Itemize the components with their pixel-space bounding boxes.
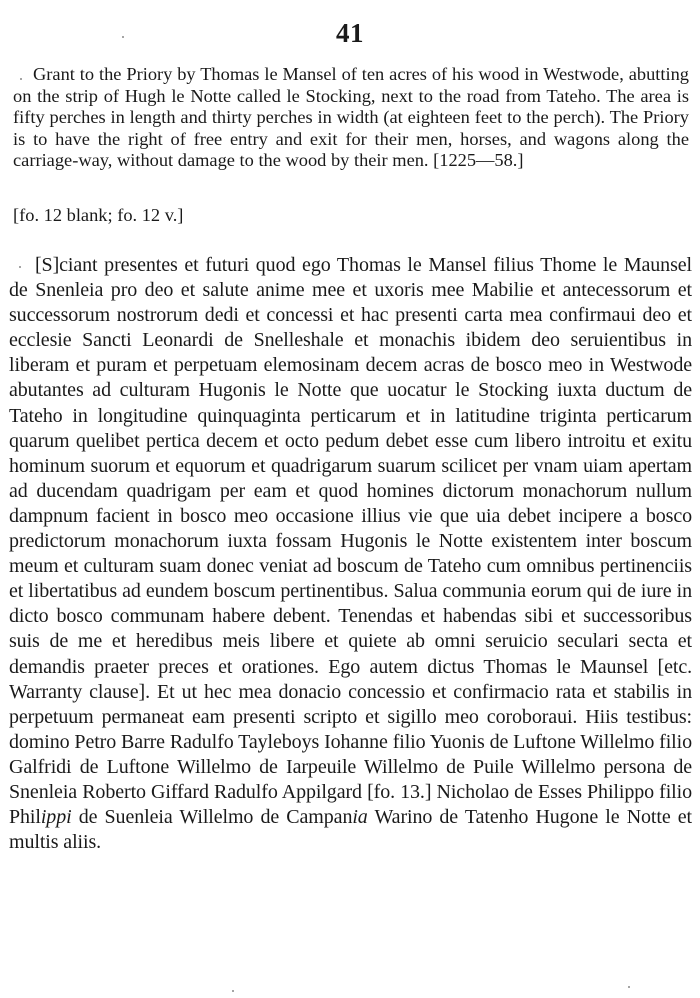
scan-speck [628, 986, 630, 988]
latin-charter-text [9, 253, 692, 855]
english-summary: Grant to the Priory by Thomas le Mansel of ten acres of his wood in Westwode, abutting on the strip of Hugh le Notte called le Stocking, next to the road from Tateho. The area is fifty perches in length and thirty perches in width (at eighteen feet to the perch). The Priory is to have the right of free entry and exit for their men, horses, and wagons along the carriage-way, without damage to the wood by their men. [1225—58.] [13, 64, 689, 170]
charter-text-part-1: [S]ciant presentes et futuri quod ego Thomas le Mansel filius Thome le Maunsel de Snenleia pro deo et salute anime mee et uxoris mee Mabilie et antecessorum et successorum nostrorum dedi et concessi et hac presenti carta mea confirmaui deo et ecclesie Sancti Leonardi de Snelleshale et monachis ibidem deo seruientibus in liberam et puram et perpetuam elemosinam decem acras de bosco meo in Westwode abutantes ad culturam Hugonis le Notte que uocatur le Stocking iuxta ductum de Tateho in longitudine quinquaginta perticarum et in latitudine triginta perticarum quarum quelibet pertica decem et octo pedum debet esse cum libero introitu et exitu hominum suorum et equorum et quadrigarum suarum scilicet per vnam uiam apertam ad ducendam quadrigam per eam et quod homines dictorum monachorum nullum dampnum facient in bosco meo occasione illius vie que uia debet incipere a bosco predictorum monachorum iuxta fossam Hugonis le Notte existentem inter boscum meum et culturam suam donec veniat ad boscum de Tateho cum omnibus pertinenciis et libertatibus ad eundem boscum pertinentibus. Salua communia eorum qui de iure in dicto bosco communam habere debent. Tenendas et habendas sibi et successoribus suis de me et heredibus meis libere et quiete ab omni seruicio seculari secta et demandis praeter preces et orationes. Ego autem dictus Thomas le Maunsel [etc. Warranty clause]. Et ut hec mea donacio concessio et confirmacio rata et stabilis in perpetuum permaneat eam presenti scripto et sigillo meo coroboraui. Hiis testibus: domino Petro Barre Radulfo Tayleboys Iohanne filio Yuonis de Luftone Willelmo filio Galfridi de Luftone Willelmo de Iarpeuile Willelmo de Puile Willelmo persona de Snenleia Roberto Giffard Radulfo Appilgard [fo. 13.] Nicholao de Esses Philippo filio Phil [9, 254, 692, 829]
scan-speck [20, 78, 22, 80]
charter-text-part-3: Warino de Tatenho Hugone le Notte et multis aliis. [9, 806, 693, 854]
folio-note: [fo. 12 blank; fo. 12 v.] [13, 205, 184, 225]
scan-speck [19, 266, 21, 268]
scan-speck [122, 36, 124, 38]
page-number: 41 [336, 18, 364, 48]
scan-speck [232, 990, 234, 992]
charter-italic-expansion-1: ippi [40, 806, 72, 829]
charter-italic-expansion-2: ia [352, 806, 368, 829]
charter-text-part-2: de Suenleia Willelmo de Campan [71, 806, 353, 829]
